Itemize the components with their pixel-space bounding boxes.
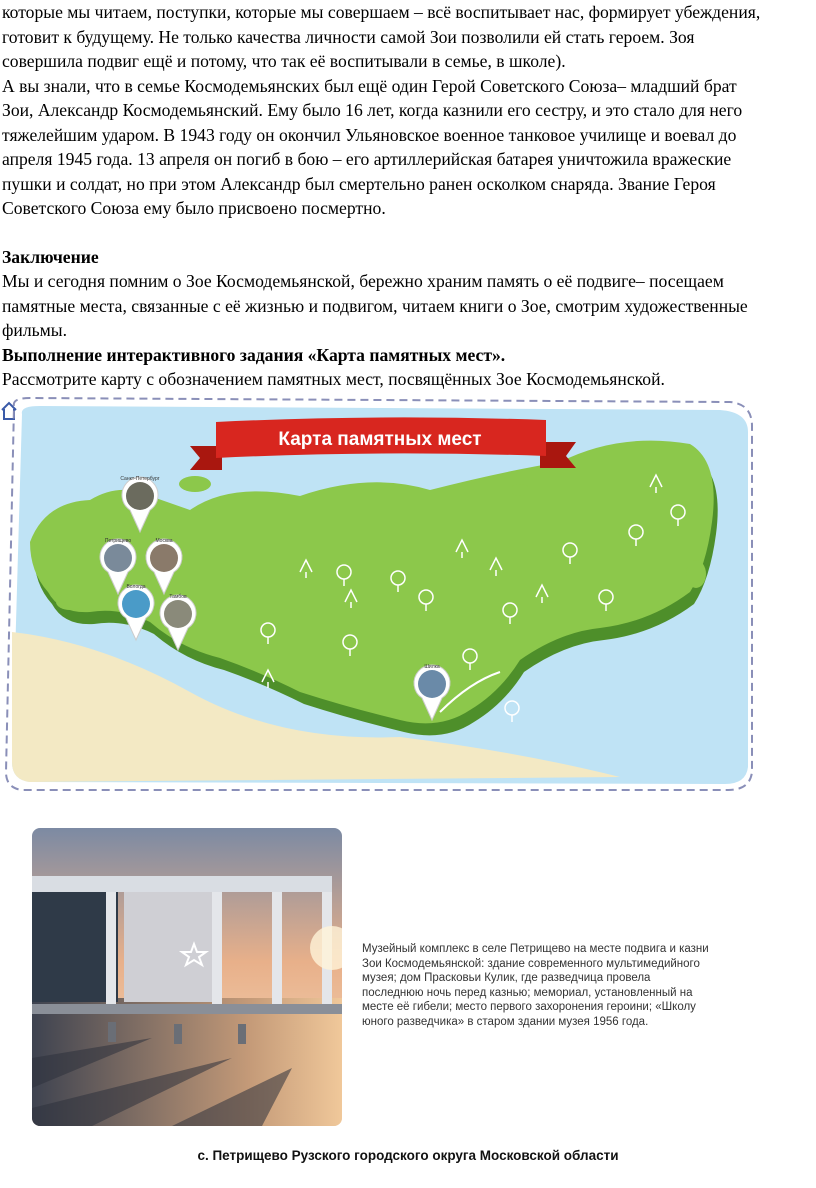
banner-title: Карта памятных мест xyxy=(278,429,482,450)
text-line: Зои, Александр Космодемьянский. Ему было 16 лет, когда казнили его сестру, и это стало для него xyxy=(2,100,743,120)
pin-label: Санкт-Петербург xyxy=(120,476,160,482)
caption-line: юного разведчика» в старом здании музея 1956 года. xyxy=(362,1015,649,1028)
museum-caption xyxy=(362,942,722,1030)
island xyxy=(56,594,84,610)
text-line: фильмы. xyxy=(2,320,67,340)
task-instruction: Рассмотрите карту с обозначением памятных мест, посвящённых Зое Космодемьянской. xyxy=(2,369,665,389)
pin-label: Вологда xyxy=(126,584,146,590)
paragraph-1 xyxy=(2,0,814,74)
conclusion-heading: Заключение xyxy=(2,246,99,267)
text-line: Советского Союза ему было присвоено посмертно. xyxy=(2,198,386,218)
conclusion-paragraph xyxy=(2,269,814,343)
museum-photo xyxy=(32,828,342,1126)
island xyxy=(686,560,706,588)
caption-line: месте её гибели; место первого захоронения героини; «Школу xyxy=(362,1001,696,1014)
memorial-places-map xyxy=(0,392,760,792)
article-text xyxy=(0,0,816,392)
museum-location: с. Петрищево Рузского городского округа Московской области xyxy=(197,1148,619,1163)
text-line: совершила подвиг ещё и потому, что так её воспитывали в семье, в школе). xyxy=(2,51,566,71)
pin-label: Шилка xyxy=(424,664,440,670)
text-line: Мы и сегодня помним о Зое Космодемьянской, бережно храним память о её подвиге– посещаем xyxy=(2,271,724,291)
text-line: тяжелейшим ударом. В 1943 году он окончил Ульяновское военное танковое училище и воевал до xyxy=(2,124,737,145)
text-line: которые мы читаем, поступки, которые мы совершаем – всё воспитывает нас, формирует убеждения, xyxy=(2,2,761,22)
caption-line: последнюю ночь перед казнью; мемориал, установленный на xyxy=(362,986,693,999)
text-line: апреля 1945 года. 13 апреля он погиб в бою – его артиллерийская батарея уничтожила вражеские xyxy=(2,149,732,169)
island xyxy=(179,476,211,492)
caption-line: музея; дом Прасковьи Кулик, где разведчица провела xyxy=(362,972,651,985)
task-heading: Выполнение интерактивного задания «Карта памятных мест». xyxy=(2,344,506,365)
caption-line: Зои Космодемьянской: здание современного мультимедийного xyxy=(362,957,700,970)
caption-line: Музейный комплекс в селе Петрищево на месте подвига и казни xyxy=(362,943,709,955)
text-line: готовит к будущему. Не только качества личности самой Зои позволили ей стать героем. Зоя xyxy=(2,26,695,47)
pin-label: Петрищево xyxy=(104,538,132,544)
island xyxy=(510,484,530,496)
pin-label: Тамбов xyxy=(169,594,187,600)
text-line: А вы знали, что в семье Космодемьянских был ещё один Герой Советского Союза– младший брат xyxy=(2,75,737,96)
pin-label: Москва xyxy=(155,538,173,544)
text-line: памятные места, связанные с её жизнью и подвигом, читаем книги о Зое, смотрим художественные xyxy=(2,295,748,316)
paragraph-2 xyxy=(2,74,814,221)
text-line: пушки и солдат, но при этом Александр был смертельно ранен осколком снаряда. Звание Героя xyxy=(2,173,716,194)
